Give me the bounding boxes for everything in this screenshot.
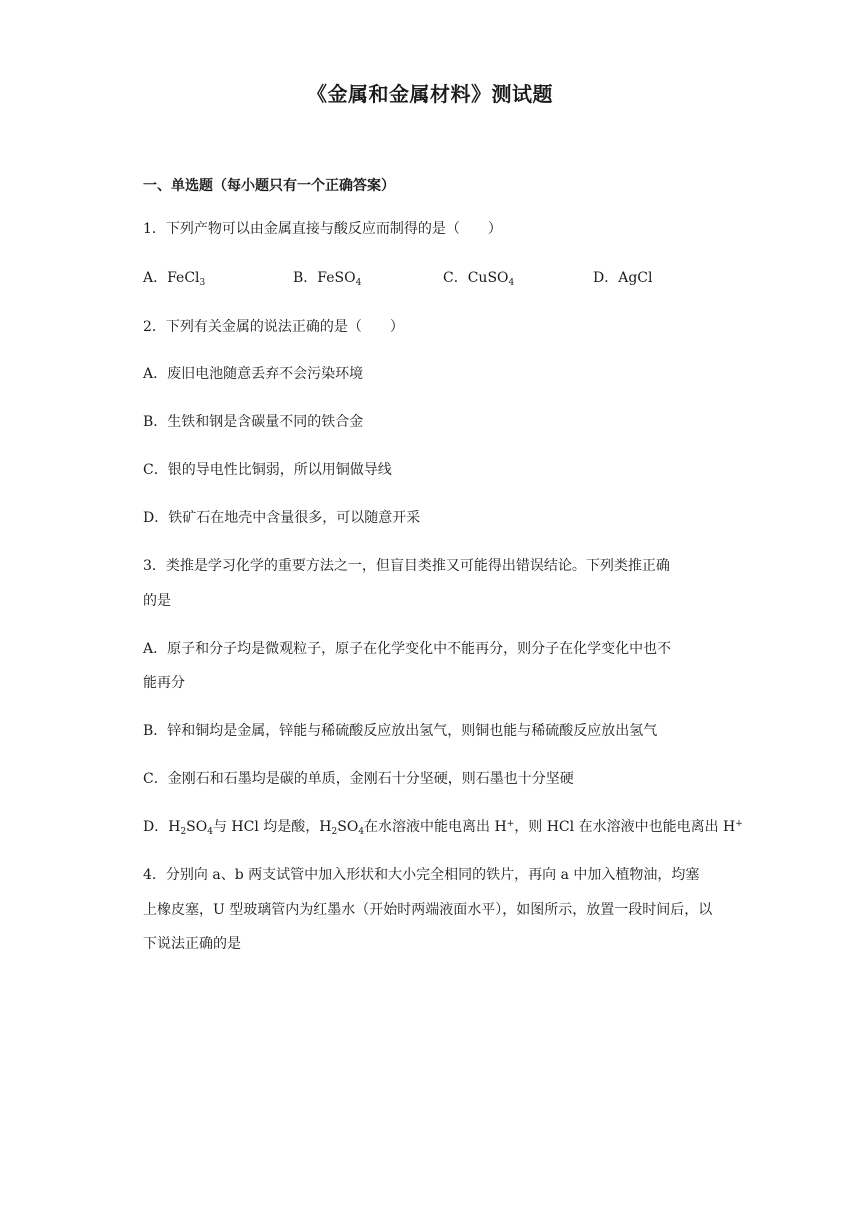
option-b: B．FeSO$_4$ (293, 270, 362, 288)
question-3-option-b: B．锌和铜均是金属，锌能与稀硫酸反应放出氢气，则铜也能与稀硫酸反应放出氢气 (143, 723, 658, 739)
option-a: A．FeCl$_3$ (143, 270, 206, 288)
section-heading: 一、单选题（每小题只有一个正确答案） (143, 178, 395, 194)
question-4-stem-line1: 4．分别向 a、b 两支试管中加入形状和大小完全相同的铁片，再向 a 中加入植物油，均塞 (143, 867, 700, 883)
question-2-option-b: B．生铁和钢是含碳量不同的铁合金 (143, 414, 364, 430)
question-2-option-c: C．银的导电性比铜弱，所以用铜做导线 (143, 462, 392, 478)
question-3-option-a-line2: 能再分 (143, 675, 185, 691)
question-1-stem: 1．下列产物可以由金属直接与酸反应而制得的是（ ） (143, 221, 502, 237)
question-4-stem-line3: 下说法正确的是 (143, 936, 241, 952)
question-4-stem-line2: 上橡皮塞，U 型玻璃管内为红墨水（开始时两端液面水平），如图所示，放置一段时间后，以 (143, 902, 713, 918)
question-3-stem-line1: 3．类推是学习化学的重要方法之一，但盲目类推又可能得出错误结论。下列类推正确 (143, 558, 670, 574)
question-2-option-a: A．废旧电池随意丢弃不会污染环境 (143, 366, 364, 382)
question-2-stem: 2．下列有关金属的说法正确的是（ ） (143, 319, 404, 335)
question-3-option-a-line1: A．原子和分子均是微观粒子，原子在化学变化中不能再分，则分子在化学变化中也不 (143, 641, 672, 657)
option-c: C．CuSO$_4$ (443, 270, 515, 288)
option-d: D．AgCl (593, 270, 653, 286)
page-title: 《金属和金属材料》测试题 (307, 82, 553, 106)
question-3-stem-line2: 的是 (143, 593, 171, 609)
question-3-option-c: C．金刚石和石墨均是碳的单质，金刚石十分坚硬，则石墨也十分坚硬 (143, 771, 574, 787)
question-3-option-d: D．$H_2SO_4$与 HCl 均是酸，$H_2SO_4$在水溶液中能电离出 H+，则 HCl 在水溶液中也能电离出 H+ (143, 819, 743, 837)
question-2-option-d: D．铁矿石在地壳中含量很多，可以随意开采 (143, 510, 421, 526)
